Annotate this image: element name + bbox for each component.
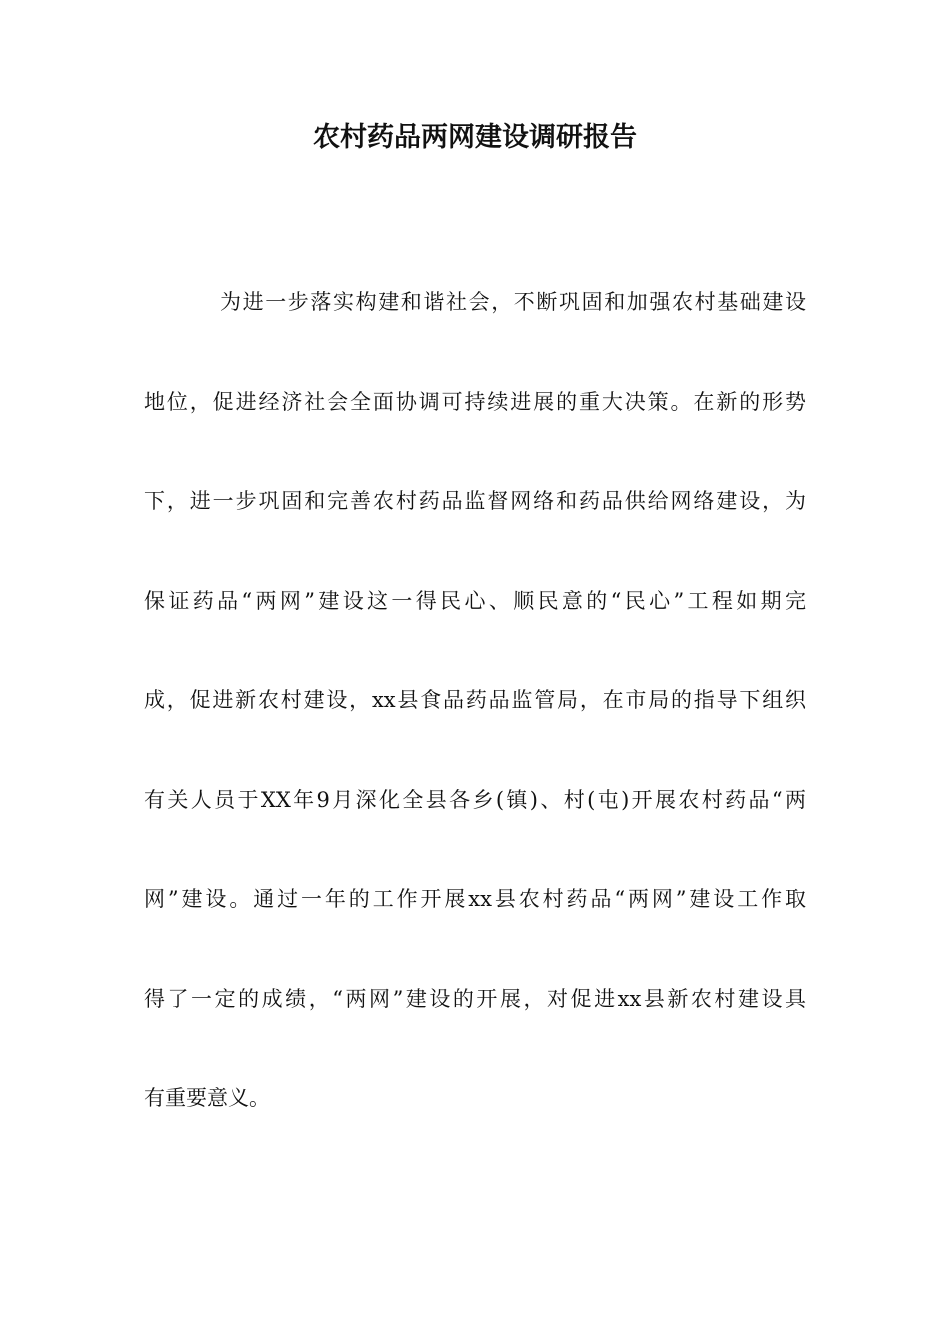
document-title: 农村药品两网建设调研报告 — [313, 122, 637, 153]
paragraph-line-1: 为进一步落实构建和谐社会，不断巩固和加强农村基础建设 — [220, 290, 806, 314]
paragraph-line-4: 保证药品“两网”建设这一得民心、顺民意的“民心”工程如期完 — [144, 589, 806, 613]
paragraph-line-5: 成，促进新农村建设，xx县食品药品监管局，在市局的指导下组织 — [144, 688, 806, 712]
paragraph-line-2: 地位，促进经济社会全面协调可持续进展的重大决策。在新的形势 — [144, 390, 806, 414]
paragraph-line-7: 网”建设。通过一年的工作开展xx县农村药品“两网”建设工作取 — [144, 887, 806, 911]
paragraph-line-3: 下，进一步巩固和完善农村药品监督网络和药品供给网络建设，为 — [144, 489, 806, 513]
paragraph-line-9: 有重要意义。 — [144, 1086, 270, 1110]
paragraph-line-8: 得了一定的成绩，“两网”建设的开展，对促进xx县新农村建设具 — [144, 987, 806, 1011]
paragraph-line-6: 有关人员于XX年9月深化全县各乡(镇)、村(屯)开展农村药品“两 — [144, 788, 806, 812]
